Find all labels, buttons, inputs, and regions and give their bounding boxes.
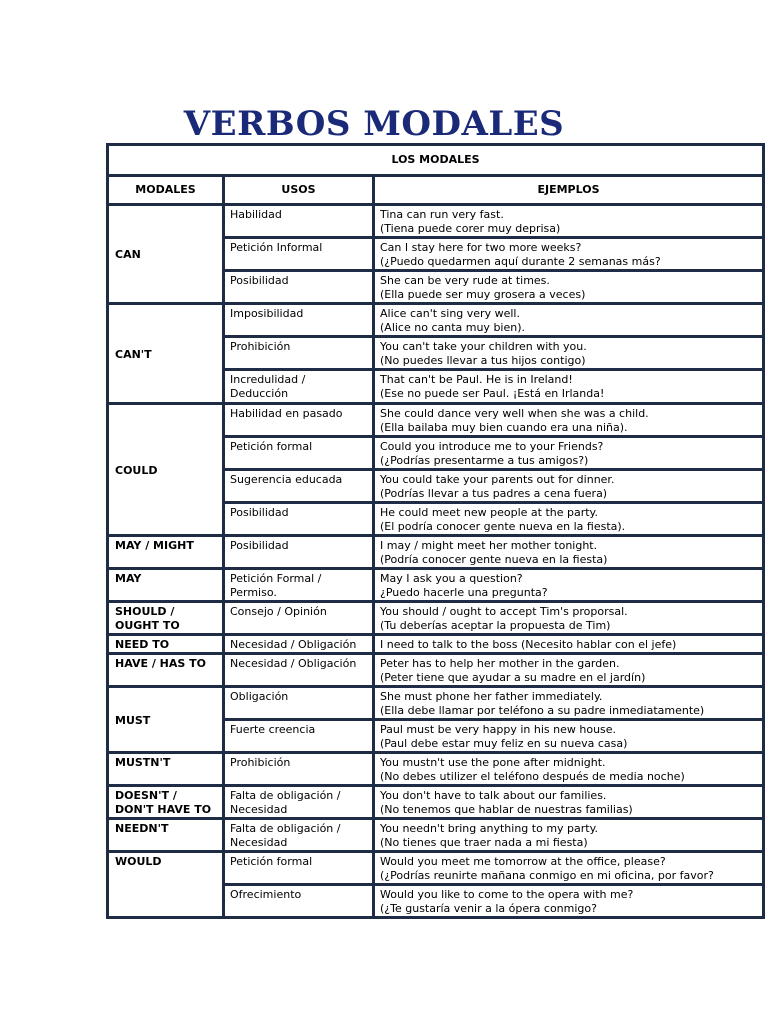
usage-text: Petición formal [230, 855, 313, 868]
usage-cell [224, 238, 374, 271]
usage-cell [224, 654, 374, 687]
example-cell [374, 337, 764, 370]
example-text: (El podría conocer gente nueva en la fiesta). [380, 520, 626, 533]
modal-verb-cell [108, 786, 224, 819]
usage-cell [224, 304, 374, 337]
table-row [108, 602, 764, 635]
example-cell [374, 503, 764, 536]
usage-text: Falta de obligación / [230, 789, 341, 802]
example-text: Can I stay here for two more weeks? [380, 241, 582, 254]
example-cell [374, 786, 764, 819]
example-text: (Podría conocer gente nueva en la fiesta) [380, 553, 608, 566]
example-text: You don't have to talk about our families. [380, 789, 607, 802]
modal-verb-cell [108, 536, 224, 569]
example-cell [374, 470, 764, 503]
column-header-usos: USOS [224, 176, 374, 205]
modal-verb-label: CAN [115, 248, 141, 261]
example-cell [374, 753, 764, 786]
example-cell [374, 536, 764, 569]
example-cell [374, 404, 764, 437]
example-text: (Ella puede ser muy grosera a veces) [380, 288, 586, 301]
example-text: Alice can't sing very well. [380, 307, 520, 320]
example-text: Could you introduce me to your Friends? [380, 440, 604, 453]
usage-text: Petición Formal / [230, 572, 322, 585]
usage-text: Permiso. [230, 586, 277, 599]
example-text: (No puedes llevar a tus hijos contigo) [380, 354, 586, 367]
example-text: (¿Puedo quedarmen aquí durante 2 semanas más? [380, 255, 661, 268]
usage-cell [224, 271, 374, 304]
usage-cell [224, 470, 374, 503]
example-text: (¿Podrías presentarme a tus amigos?) [380, 454, 589, 467]
example-cell [374, 852, 764, 885]
example-cell [374, 569, 764, 602]
table-row [108, 536, 764, 569]
modal-verb-label: COULD [115, 463, 158, 477]
modals-table-container [106, 143, 762, 919]
usage-text: Falta de obligación / [230, 822, 341, 835]
usage-text: Imposibilidad [230, 307, 304, 320]
example-text: That can't be Paul. He is in Ireland! [380, 373, 573, 386]
example-text: I need to talk to the boss (Necesito hablar con el jefe) [380, 638, 677, 651]
example-text: She must phone her father immediately. [380, 690, 603, 703]
usage-text: Deducción [230, 387, 289, 400]
example-text: (Tu deberías aceptar la propuesta de Tim) [380, 619, 611, 632]
modal-verb-cell [108, 687, 224, 753]
usage-text: Ofrecimiento [230, 888, 302, 901]
table-row [108, 753, 764, 786]
usage-text: Habilidad en pasado [230, 407, 343, 420]
page-title: VERBOS MODALES [183, 104, 565, 144]
modal-verb-cell [108, 852, 224, 918]
usage-cell [224, 205, 374, 238]
example-text: She could dance very well when she was a child. [380, 407, 649, 420]
usage-cell [224, 337, 374, 370]
modal-verb-cell [108, 569, 224, 602]
table-row [108, 786, 764, 819]
usage-cell [224, 753, 374, 786]
table-row [108, 687, 764, 720]
usage-cell [224, 370, 374, 404]
usage-text: Posibilidad [230, 506, 289, 519]
modal-verb-cell [108, 654, 224, 687]
modal-verb-cell [108, 635, 224, 654]
table-row [108, 635, 764, 654]
example-cell [374, 885, 764, 918]
modal-verb-label: NEED TO [115, 638, 170, 651]
usage-text: Petición Informal [230, 241, 323, 254]
usage-text: Petición formal [230, 440, 313, 453]
usage-cell [224, 786, 374, 819]
example-cell [374, 720, 764, 753]
example-text: Peter has to help her mother in the garden. [380, 657, 620, 670]
example-cell [374, 654, 764, 687]
usage-text: Sugerencia educada [230, 473, 343, 486]
example-text: You can't take your children with you. [380, 340, 587, 353]
example-text: (¿Te gustaría venir a la ópera conmigo? [380, 902, 597, 915]
example-text: (Ese no puede ser Paul. ¡Está en Irlanda! [380, 387, 605, 400]
column-header-modales: MODALES [108, 176, 224, 205]
table-row [108, 654, 764, 687]
example-cell [374, 602, 764, 635]
modal-verb-cell [108, 753, 224, 786]
usage-text: Prohibición [230, 340, 291, 353]
usage-cell [224, 569, 374, 602]
table-row [108, 569, 764, 602]
modals-table [106, 143, 765, 919]
example-text: (No debes utilizer el teléfono después de media noche) [380, 770, 685, 783]
modal-verb-label: CAN'T [115, 347, 152, 361]
modal-verb-label: NEEDN'T [115, 822, 169, 835]
modal-verb-cell [108, 205, 224, 304]
example-text: (¿Podrías reunirte mañana conmigo en mi oficina, por favor? [380, 869, 714, 882]
example-cell [374, 687, 764, 720]
example-cell [374, 238, 764, 271]
example-text: She can be very rude at times. [380, 274, 550, 287]
modal-verb-cell [108, 819, 224, 852]
usage-cell [224, 602, 374, 635]
example-text: Paul must be very happy in his new house. [380, 723, 617, 736]
example-text: ¿Puedo hacerle una pregunta? [380, 586, 548, 599]
example-text: (Alice no canta muy bien). [380, 321, 526, 334]
usage-text: Posibilidad [230, 539, 289, 552]
usage-cell [224, 635, 374, 654]
example-text: You needn't bring anything to my party. [380, 822, 599, 835]
table-row [108, 852, 764, 885]
column-header-ejemplos: EJEMPLOS [374, 176, 764, 205]
modal-verb-label: MAY [115, 572, 142, 585]
modal-verb-label: DON'T HAVE TO [115, 803, 212, 816]
table-row [108, 819, 764, 852]
usage-cell [224, 536, 374, 569]
example-text: (Ella bailaba muy bien cuando era una niña). [380, 421, 628, 434]
modal-verb-label: MUSTN'T [115, 756, 171, 769]
usage-text: Fuerte creencia [230, 723, 316, 736]
example-cell [374, 819, 764, 852]
usage-text: Prohibición [230, 756, 291, 769]
usage-text: Habilidad [230, 208, 282, 221]
example-text: You mustn't use the pone after midnight. [380, 756, 606, 769]
example-cell [374, 271, 764, 304]
usage-cell [224, 503, 374, 536]
example-text: He could meet new people at the party. [380, 506, 598, 519]
usage-text: Posibilidad [230, 274, 289, 287]
modal-verb-cell [108, 304, 224, 404]
usage-cell [224, 819, 374, 852]
modal-verb-cell [108, 602, 224, 635]
usage-cell [224, 437, 374, 470]
modal-verb-label: MAY / MIGHT [115, 539, 194, 552]
example-text: I may / might meet her mother tonight. [380, 539, 598, 552]
usage-cell [224, 687, 374, 720]
usage-text: Necesidad [230, 803, 288, 816]
example-text: (Paul debe estar muy feliz en su nueva casa) [380, 737, 628, 750]
usage-cell [224, 885, 374, 918]
example-text: Would you like to come to the opera with me? [380, 888, 634, 901]
usage-cell [224, 404, 374, 437]
usage-cell [224, 852, 374, 885]
example-text: (Peter tiene que ayudar a su madre en el jardín) [380, 671, 646, 684]
usage-text: Incredulidad / [230, 373, 306, 386]
modal-verb-label: DOESN'T / [115, 789, 177, 802]
example-text: (No tienes que traer nada a mi fiesta) [380, 836, 588, 849]
table-row [108, 205, 764, 238]
modal-verb-label: WOULD [115, 855, 162, 868]
example-cell [374, 205, 764, 238]
usage-text: Necesidad / Obligación [230, 638, 357, 651]
modal-verb-label: OUGHT TO [115, 619, 180, 632]
example-text: (No tenemos que hablar de nuestras familias) [380, 803, 633, 816]
usage-cell [224, 720, 374, 753]
example-cell [374, 304, 764, 337]
example-text: (Podrías llevar a tus padres a cena fuera) [380, 487, 608, 500]
usage-text: Consejo / Opinión [230, 605, 327, 618]
example-text: Would you meet me tomorrow at the office, please? [380, 855, 666, 868]
modal-verb-label: MUST [115, 713, 151, 727]
example-text: May I ask you a question? [380, 572, 523, 585]
example-text: You should / ought to accept Tim's proporsal. [380, 605, 628, 618]
modal-verb-cell [108, 404, 224, 536]
table-row [108, 304, 764, 337]
example-cell [374, 635, 764, 654]
table-caption: LOS MODALES [108, 145, 764, 176]
example-text: (Tiena puede corer muy deprisa) [380, 222, 561, 235]
example-cell [374, 437, 764, 470]
example-text: (Ella debe llamar por teléfono a su padre inmediatamente) [380, 704, 705, 717]
modal-verb-label: HAVE / HAS TO [115, 657, 207, 670]
example-cell [374, 370, 764, 404]
example-text: Tina can run very fast. [380, 208, 504, 221]
table-row [108, 404, 764, 437]
modal-verb-label: SHOULD / [115, 605, 175, 618]
example-text: You could take your parents out for dinner. [380, 473, 615, 486]
usage-text: Necesidad [230, 836, 288, 849]
usage-text: Necesidad / Obligación [230, 657, 357, 670]
usage-text: Obligación [230, 690, 289, 703]
